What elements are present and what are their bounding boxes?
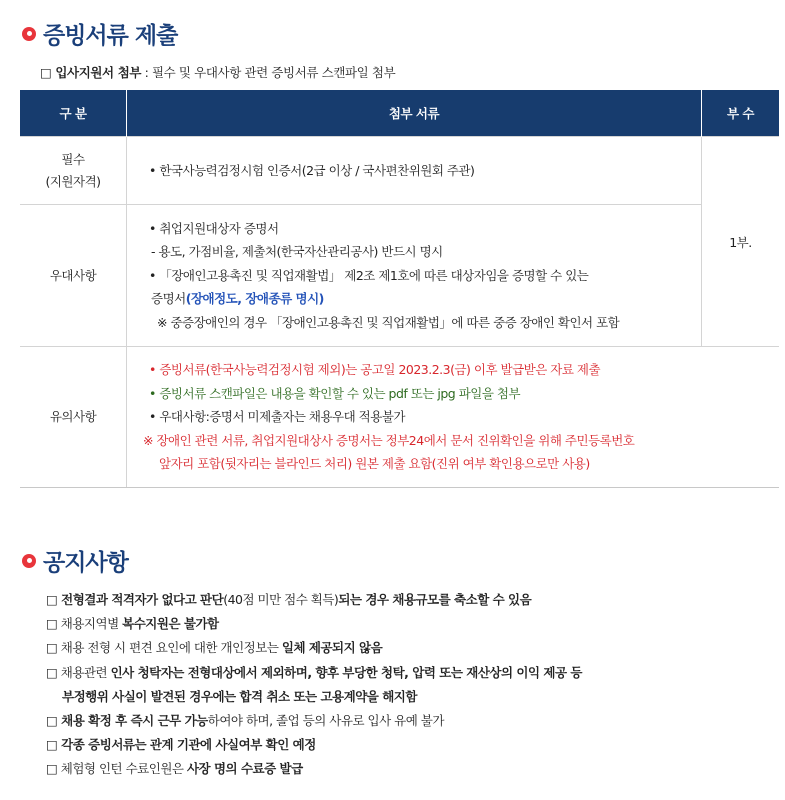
count-cell: 1부. bbox=[702, 137, 780, 347]
attachment-text: : 필수 및 우대사항 관련 증빙서류 스캔파일 첨부 bbox=[141, 65, 396, 80]
notice-bold: 일체 제공되지 않음 bbox=[281, 640, 383, 656]
notice-bold: □ 채용 확정 후 즉시 근무 가능 bbox=[46, 713, 208, 729]
header-documents: 첨부 서류 bbox=[127, 90, 702, 137]
list-item bbox=[46, 588, 582, 612]
doc-line-highlight: (장애정도, 장애종류 명시) bbox=[185, 291, 324, 307]
notice-bold: 인사 청탁자는 전형대상에서 제외하며, 향후 부당한 청탁, 압력 또는 재산상의 이익 제공 등 bbox=[110, 664, 582, 680]
doc-line: • 취업지원대상자 증명서 bbox=[149, 220, 279, 236]
notice-bold: 복수지원은 불가함 bbox=[122, 616, 219, 632]
doc-line: - 용도, 가점비율, 제출처(한국자산관리공사) 반드시 명시 bbox=[151, 244, 443, 260]
category-sublabel: (지원자격) bbox=[45, 173, 101, 189]
list-item bbox=[46, 612, 582, 636]
list-item bbox=[46, 709, 582, 733]
section-title-notice bbox=[22, 544, 128, 577]
section-heading: 증빙서류 제출 bbox=[43, 23, 178, 49]
notice-text: □ 채용 전형 시 편견 요인에 대한 개인정보는 bbox=[46, 640, 282, 656]
doc-line bbox=[141, 287, 701, 311]
doc-line: ※ 장애인 관련 서류, 취업지원대상사 증명서는 정부24에서 문서 진위확인을 위해 주민등록번호 bbox=[143, 432, 635, 448]
notice-bold: 부정행위 사실이 발견된 경우에는 합격 취소 또는 고용계약을 해지함 bbox=[62, 688, 417, 704]
category-label: 필수 bbox=[61, 151, 85, 167]
header-category: 구 분 bbox=[20, 90, 127, 137]
notice-bold: □ 전형결과 적격자가 없다고 판단 bbox=[46, 592, 224, 607]
table-row-preferred bbox=[20, 205, 779, 347]
header-count: 부 수 bbox=[702, 90, 780, 137]
list-item-continuation bbox=[46, 685, 582, 709]
list-item bbox=[46, 636, 582, 660]
attachment-label: □ 입사지원서 첨부 bbox=[40, 65, 142, 80]
notice-list bbox=[46, 588, 582, 782]
category-cell: 유의사항 bbox=[20, 347, 127, 488]
notice-text: 하여야 하며, 졸업 등의 사유로 입사 유예 불가 bbox=[207, 713, 444, 729]
doc-line-prefix: 증명서 bbox=[151, 291, 186, 307]
section-title-documents bbox=[22, 17, 177, 50]
list-item bbox=[46, 757, 582, 781]
section-heading: 공지사항 bbox=[43, 550, 128, 576]
notice-text: (40점 미만 점수 획득) bbox=[223, 592, 339, 607]
list-item bbox=[46, 733, 582, 757]
doc-line: • 증빙서류 스캔파일은 내용을 확인할 수 있는 pdf 또는 jpg 파일을 첨부 bbox=[149, 385, 521, 401]
doc-line: • 한국사능력검정시험 인증서(2급 이상 / 국사편찬위원회 주관) bbox=[149, 162, 475, 178]
attachment-note bbox=[40, 63, 395, 81]
table-row-required bbox=[20, 137, 779, 205]
notice-bold: □ 각종 증빙서류는 관계 기관에 사실여부 확인 예정 bbox=[46, 737, 316, 753]
red-circle-dot-icon bbox=[22, 554, 36, 568]
doc-line: 앞자리 포함(뒷자리는 블라인드 처리) 원본 제출 요함(진위 여부 확인용으로만 사용) bbox=[159, 456, 590, 472]
notice-bold: 사장 명의 수료증 발급 bbox=[186, 761, 303, 777]
category-cell bbox=[20, 137, 127, 205]
doc-line: ※ 중증장애인의 경우 「장애인고용촉진 및 직업재활법」에 따른 중증 장애인 확인서 포함 bbox=[157, 314, 620, 330]
doc-line: • 「장애인고용촉진 및 직업재활법」 제2조 제1호에 따른 대상자임을 증명할 수 있는 bbox=[149, 267, 589, 283]
list-item bbox=[46, 661, 582, 685]
documents-table bbox=[20, 90, 779, 488]
notice-bold: 되는 경우 채용규모를 축소할 수 있음 bbox=[338, 592, 532, 607]
category-cell: 우대사항 bbox=[20, 205, 127, 347]
table-row-caution bbox=[20, 347, 779, 488]
red-circle-dot-icon bbox=[22, 27, 36, 41]
notice-text: □ 체험형 인턴 수료인원은 bbox=[46, 761, 187, 777]
doc-line: • 우대사항:증명서 미제출자는 채용우대 적용불가 bbox=[149, 409, 405, 425]
documents-cell bbox=[127, 137, 702, 205]
documents-cell bbox=[127, 205, 702, 347]
doc-line: • 증빙서류(한국사능력검정시험 제외)는 공고일 2023.2.3(금) 이후 발급받은 자료 제출 bbox=[149, 362, 601, 378]
notice-text: □ 채용지역별 bbox=[46, 616, 123, 632]
table-header-row bbox=[20, 90, 779, 137]
documents-cell bbox=[127, 347, 780, 488]
notice-text: □ 채용관련 bbox=[46, 664, 111, 680]
